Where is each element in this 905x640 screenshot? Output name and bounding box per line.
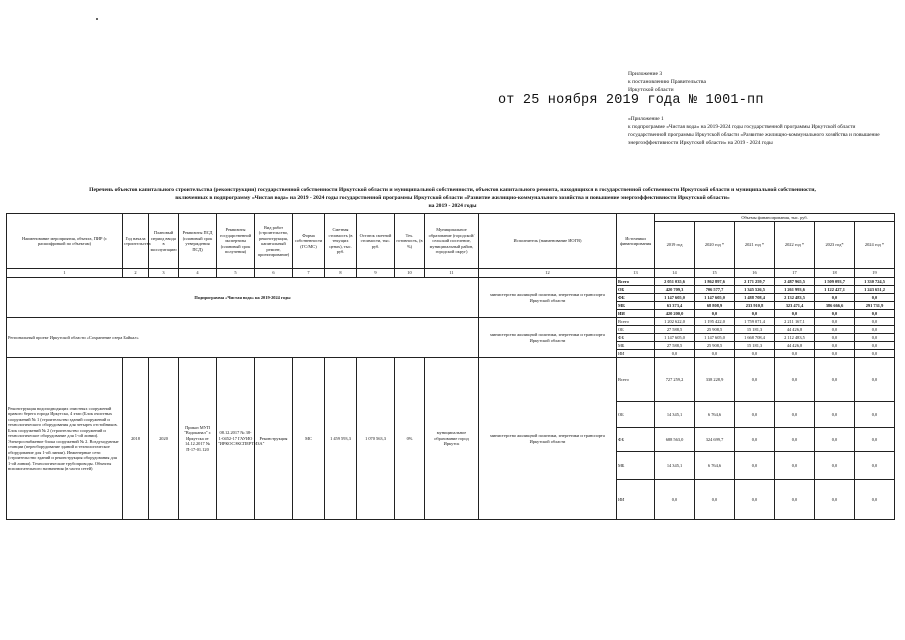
value-cell: 0,0 — [855, 294, 895, 302]
value-cell: 0,0 — [815, 334, 855, 342]
object-ownership: МС — [293, 358, 325, 520]
column-number: 10 — [395, 269, 425, 278]
value-cell: 233 910,8 — [735, 302, 775, 310]
column-number: 1 — [7, 269, 123, 278]
object-start-year: 2018 — [123, 358, 149, 520]
subprogram-name: Подпрограмма «Чистая вода» на 2019-2024 годы — [7, 278, 479, 318]
source-cell: Всего — [617, 358, 655, 402]
value-cell: 0,0 — [855, 350, 895, 358]
header-year: 2020 год * — [695, 222, 735, 269]
header-readiness: Тех. готовность, (в %) — [395, 214, 425, 269]
value-cell: 2 211 167,1 — [775, 318, 815, 326]
value-cell: 323 471,4 — [775, 302, 815, 310]
value-cell: 0,0 — [695, 310, 735, 318]
value-cell: 420 200,0 — [655, 310, 695, 318]
document-title — [6, 186, 899, 210]
value-cell: 0,0 — [815, 294, 855, 302]
value-cell: 0,0 — [695, 480, 735, 520]
object-psd: Приказ МУП "Водоканал" г. Иркутска от 14.12.2017 № П-17-01.120 — [179, 358, 217, 520]
column-number: 9 — [357, 269, 395, 278]
object-expertise: 08.12.2017 № 38-1-0452-17 ГАУИО "ИРКОСЭКСПЕРТИЗА" — [217, 358, 255, 520]
object-readiness: 0% — [395, 358, 425, 520]
value-cell: 420 709,3 — [655, 286, 695, 294]
value-cell: 0,0 — [855, 342, 895, 350]
header-year: 2024 год * — [855, 222, 895, 269]
header-year: 2019 год — [655, 222, 695, 269]
header-year: 2022 год * — [775, 222, 815, 269]
source-cell: ОБ — [617, 326, 655, 334]
value-cell: 688 563,0 — [655, 428, 695, 452]
value-cell: 1 330 724,5 — [855, 278, 895, 286]
value-cell: 15 181,3 — [735, 326, 775, 334]
value-cell: 0,0 — [855, 334, 895, 342]
objects-table — [6, 213, 895, 520]
value-cell: 1 147 605,0 — [695, 294, 735, 302]
header-sources: Источники финансирования — [617, 214, 655, 269]
header-estimate: Сметная стоимость (в текущих ценах), тыс. руб. — [325, 214, 357, 269]
header-ownership: Форма собственности (ГС/МС) — [293, 214, 325, 269]
source-cell: ОБ — [617, 402, 655, 428]
value-cell: 2 171 259,7 — [735, 278, 775, 286]
column-number: 16 — [735, 269, 775, 278]
value-cell: 25 908,5 — [695, 342, 735, 350]
header-psd: Реквизиты ПСД (плановый срок утверждения ПСД) — [179, 214, 217, 269]
value-cell: 1 147 605,0 — [655, 294, 695, 302]
object-municipality: муниципальное образование город Иркутск — [425, 358, 479, 520]
source-cell: ИИ — [617, 350, 655, 358]
value-cell: 63 373,4 — [655, 302, 695, 310]
value-cell: 1 147 605,0 — [695, 334, 735, 342]
header-remaining: Остаток сметной стоимости, тыс. руб. — [357, 214, 395, 269]
table-row — [7, 358, 895, 402]
value-cell: 727 259,2 — [655, 358, 695, 402]
value-cell: 338 228,9 — [695, 358, 735, 402]
value-cell: 27 588,5 — [655, 342, 695, 350]
value-cell: 0,0 — [735, 452, 775, 480]
value-cell: 44 426,8 — [775, 342, 815, 350]
header-plan-period: Плановый период ввода в эксплуатацию — [149, 214, 179, 269]
title-line-2: включенных в подпрограмму «Чистая вода» на 2019 - 2024 годы государственной программы Иркутской области «Развитие жилищно-коммунального хозяйства и повышение энергоэффективности Иркутской области» — [175, 195, 730, 201]
column-number: 6 — [255, 269, 293, 278]
header-start-year: Год начала строительства — [123, 214, 149, 269]
source-cell: ФБ — [617, 334, 655, 342]
source-cell: МБ — [617, 302, 655, 310]
column-number: 15 — [695, 269, 735, 278]
value-cell: 2 051 035,6 — [655, 278, 695, 286]
value-cell: 0,0 — [815, 350, 855, 358]
value-cell: 0,0 — [775, 452, 815, 480]
annex-title: «Приложение 1 — [628, 116, 664, 122]
title-line-1: Перечень объектов капитального строительства (реконструкции) государственной собственности Иркутской области и муниципальной собственности, объектов капитального ремонта, находящихся в государственной собственности Иркутской области и муниципальной собственности, — [89, 187, 816, 193]
annex-text: к подпрограмме «Чистая вода» на 2019-2024 годы государственной программы Иркутской области государственной программы Иркутской области «Развитие жилищно-коммунального хозяйства и повышение энергоэффективности Иркутской области» на 2019 - 2024 годы — [628, 124, 880, 146]
value-cell: 0,0 — [855, 452, 895, 480]
object-estimate: 1 459 593,3 — [325, 358, 357, 520]
value-cell: 0,0 — [655, 350, 695, 358]
value-cell: 25 908,5 — [695, 326, 735, 334]
value-cell: 0,0 — [815, 402, 855, 428]
title-line-3: на 2019 - 2024 годы — [428, 203, 477, 209]
header-volume: Объемы финансирования, тыс. руб. — [655, 214, 895, 222]
value-cell: 0,0 — [655, 480, 695, 520]
value-cell: 0,0 — [815, 428, 855, 452]
value-cell: 0,0 — [735, 480, 775, 520]
value-cell: 324 699,7 — [695, 428, 735, 452]
value-cell: 706 577,7 — [695, 286, 735, 294]
value-cell: 1 243 651,2 — [855, 286, 895, 294]
value-cell: 1 862 897,6 — [695, 278, 735, 286]
column-number: 7 — [293, 269, 325, 278]
value-cell: 0,0 — [775, 310, 815, 318]
column-number: 14 — [655, 269, 695, 278]
decree-date-number: от 25 ноября 2019 года № 1001-пп — [498, 93, 764, 108]
header-name: Наименование мероприятия, объекта, ПИР (с расшифровкой по объектам) — [7, 214, 123, 269]
value-cell: 0,0 — [815, 310, 855, 318]
source-cell: Всего — [617, 278, 655, 286]
subprogram-executor: министерство жилищной политики, энергетики и транспорта Иркутской области — [479, 278, 617, 318]
header-year: 2023 год* — [815, 222, 855, 269]
value-cell: 2 132 483,5 — [775, 294, 815, 302]
source-cell: МБ — [617, 342, 655, 350]
regional-project-executor: министерство жилищной политики, энергетики и транспорта Иркутской области — [479, 318, 617, 358]
column-number: 4 — [179, 269, 217, 278]
column-number: 18 — [815, 269, 855, 278]
value-cell: 2 487 965,5 — [775, 278, 815, 286]
column-number: 11 — [425, 269, 479, 278]
value-cell: 68 808,9 — [695, 302, 735, 310]
source-cell: ФБ — [617, 428, 655, 452]
value-cell: 0,0 — [855, 310, 895, 318]
annex-block — [628, 115, 886, 147]
object-remaining: 1 070 563,3 — [357, 358, 395, 520]
value-cell: 0,0 — [695, 350, 735, 358]
object-executor: министерство жилищной политики, энергетики и транспорта Иркутской области — [479, 358, 617, 520]
value-cell: 1 345 526,5 — [735, 286, 775, 294]
header-municipality: Муниципальное образование (городской/сельский поселение, муниципальный район, городской округ) — [425, 214, 479, 269]
value-cell: 14 345,1 — [655, 452, 695, 480]
object-name: Реконструкция водоподводящих очистных сооружений правого берега города Иркутска, 4 этап (Блок очистных сооружений № 1 (строительство зданий сооружений и технологического оборудования для четырех отстойников. Блок сооружений № 2 (строительство сооружений и технологическое оборудование для 1-ой линии). Электроснабжение блока сооружений № 2. Воздуходувные станции (переоборудование зданий и технологическое оборудование для 1-ой линии). Инженерные сети (строительство зданий и реконструкция оборудования для 1-ой линии). Технологические трубопроводы. Объекты вспомогательного назначения (в части сетей) — [7, 358, 123, 520]
value-cell: 1 122 427,1 — [815, 286, 855, 294]
source-cell: ОБ — [617, 286, 655, 294]
value-cell: 1 202 622,0 — [655, 318, 695, 326]
column-number: 12 — [479, 269, 617, 278]
value-cell: 0,0 — [815, 342, 855, 350]
value-cell: 0,0 — [815, 358, 855, 402]
source-cell: ИИ — [617, 310, 655, 318]
value-cell: 1 759 071,4 — [735, 318, 775, 326]
value-cell: 0,0 — [855, 318, 895, 326]
decree-of-label: к постановлению Правительства — [628, 79, 706, 85]
value-cell: 0,0 — [735, 310, 775, 318]
regional-project-name: Региональный проект Иркутской области «Сохранение озера Байкал» — [7, 318, 479, 358]
value-cell: 0,0 — [735, 350, 775, 358]
source-cell: ИИ — [617, 480, 655, 520]
value-cell: 0,0 — [815, 452, 855, 480]
value-cell: 0,0 — [855, 326, 895, 334]
object-works: Реконструкция — [255, 358, 293, 520]
value-cell: 44 426,8 — [775, 326, 815, 334]
value-cell: 0,0 — [815, 326, 855, 334]
table-row — [7, 318, 895, 326]
header-year: 2021 год * — [735, 222, 775, 269]
value-cell: 6 764,6 — [695, 402, 735, 428]
value-cell: 0,0 — [775, 350, 815, 358]
value-cell: 1 147 605,0 — [655, 334, 695, 342]
value-cell: 14 345,1 — [655, 402, 695, 428]
value-cell: 0,0 — [775, 480, 815, 520]
column-number: 8 — [325, 269, 357, 278]
value-cell: 1 668 708,4 — [735, 334, 775, 342]
value-cell: 0,0 — [775, 402, 815, 428]
value-cell: 0,0 — [855, 480, 895, 520]
value-cell: 0,0 — [735, 358, 775, 402]
value-cell: 0,0 — [815, 480, 855, 520]
column-number: 5 — [217, 269, 255, 278]
source-cell: МБ — [617, 452, 655, 480]
value-cell: 0,0 — [855, 428, 895, 452]
column-number: 13 — [617, 269, 655, 278]
scan-speck — [96, 18, 98, 20]
value-cell: 0,0 — [775, 428, 815, 452]
value-cell: 386 666,6 — [815, 302, 855, 310]
value-cell: 27 588,5 — [655, 326, 695, 334]
header-expertise: Реквизиты государственной экспертизы (плановый срок получения) — [217, 214, 255, 269]
value-cell: 0,0 — [855, 358, 895, 402]
value-cell: 0,0 — [855, 402, 895, 428]
region-label: Иркутской области — [628, 87, 674, 93]
value-cell: 2 112 483,5 — [775, 334, 815, 342]
table-row — [7, 278, 895, 286]
source-cell: ФБ — [617, 294, 655, 302]
value-cell: 1 195 422,0 — [695, 318, 735, 326]
column-number: 3 — [149, 269, 179, 278]
value-cell: 15 181,3 — [735, 342, 775, 350]
column-number: 17 — [775, 269, 815, 278]
value-cell: 0,0 — [815, 318, 855, 326]
value-cell: 0,0 — [735, 402, 775, 428]
source-cell: Всего — [617, 318, 655, 326]
value-cell: 291 731,9 — [855, 302, 895, 310]
column-number: 2 — [123, 269, 149, 278]
value-cell: 1 488 708,4 — [735, 294, 775, 302]
value-cell: 0,0 — [735, 428, 775, 452]
value-cell: 0,0 — [775, 358, 815, 402]
value-cell: 1 509 093,7 — [815, 278, 855, 286]
appendix-header — [628, 70, 888, 94]
value-cell: 1 261 993,6 — [775, 286, 815, 294]
header-executor: Исполнитель (наименование ИОГВ) — [479, 214, 617, 269]
header-works: Вид работ (строительство, реконструкция, капитальный ремонт, проектирование) — [255, 214, 293, 269]
column-number: 19 — [855, 269, 895, 278]
appendix-label: Приложение 3 — [628, 71, 663, 77]
object-plan-period: 2020 — [149, 358, 179, 520]
value-cell: 6 764,6 — [695, 452, 735, 480]
